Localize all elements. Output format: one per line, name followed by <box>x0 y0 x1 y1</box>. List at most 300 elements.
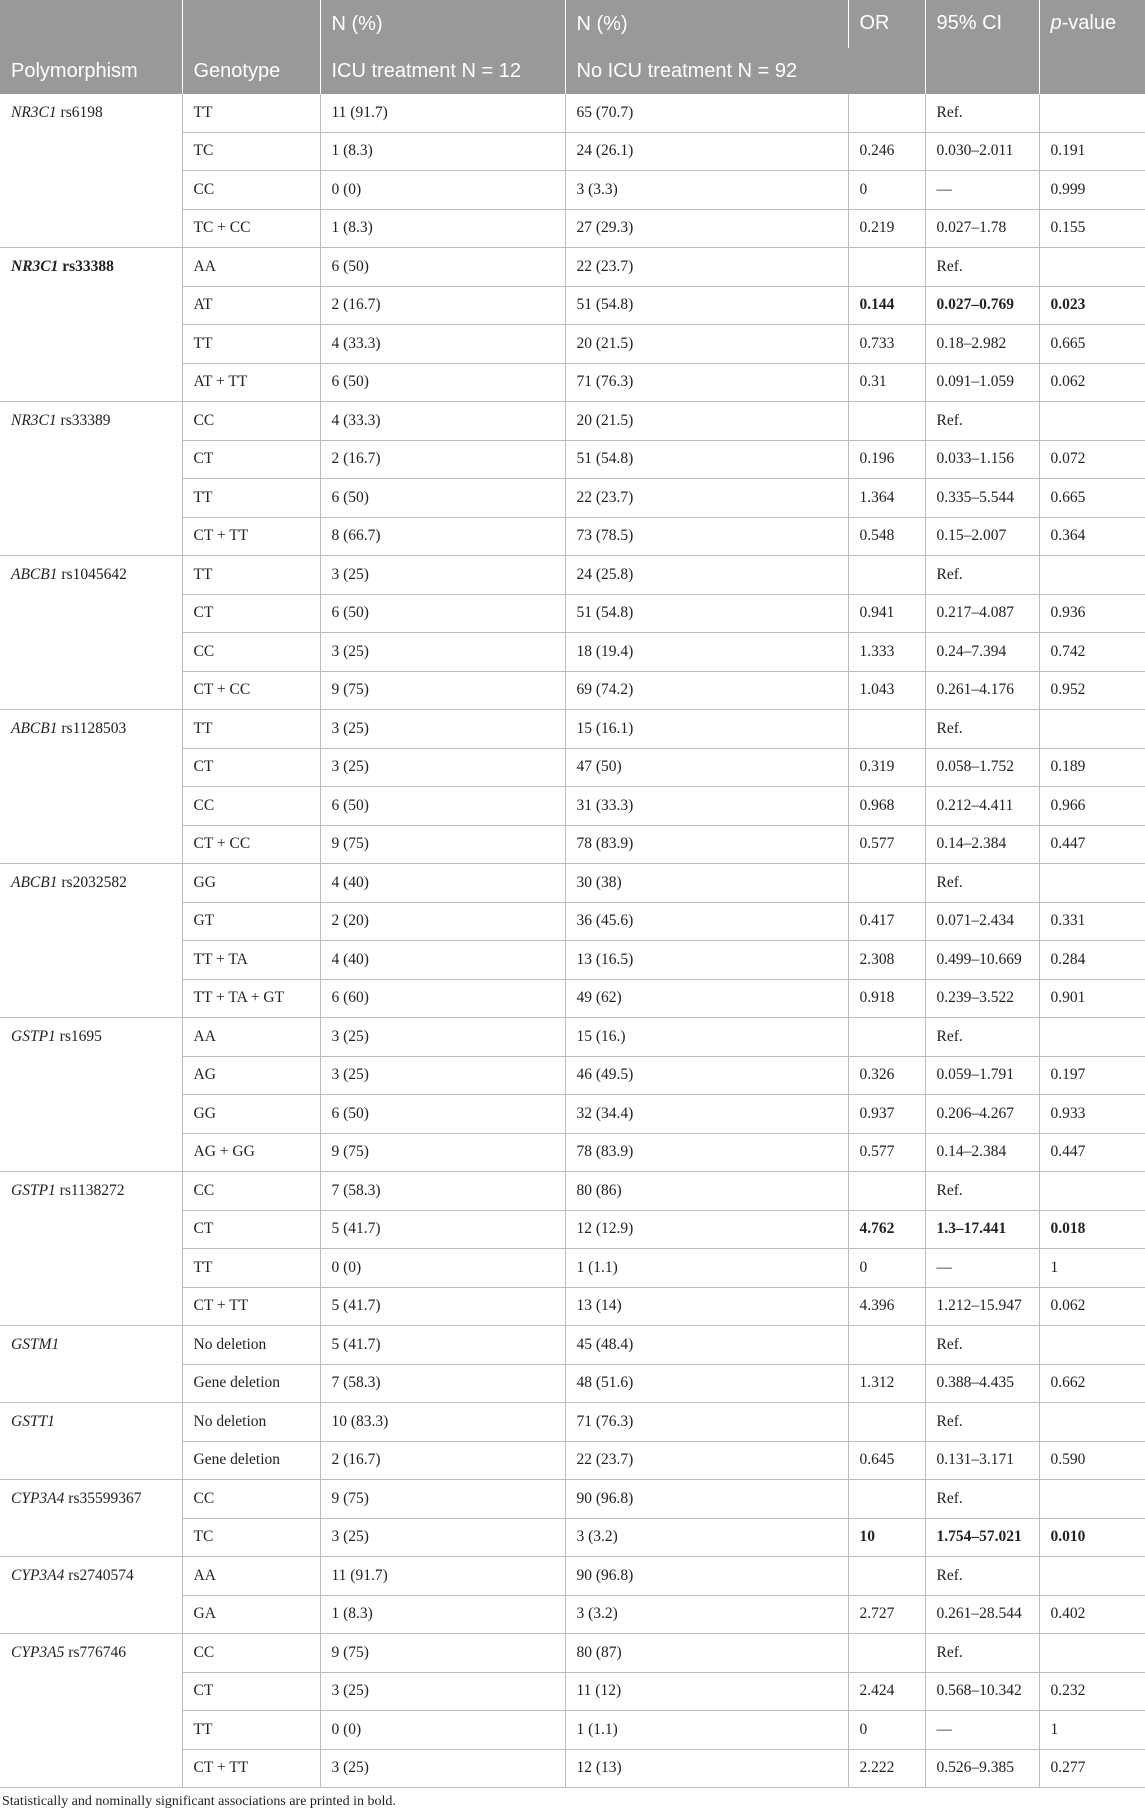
odds-ratio-cell: 0.577 <box>848 825 925 864</box>
odds-ratio-cell <box>848 556 925 595</box>
no-icu-count-cell: 78 (83.9) <box>565 1133 848 1172</box>
gene-name: NR3C1 <box>11 412 57 429</box>
genotype-cell: CT + TT <box>182 1287 320 1326</box>
no-icu-count-cell: 69 (74.2) <box>565 671 848 710</box>
odds-ratio-cell: 0 <box>848 171 925 210</box>
pvalue-cell: 0.447 <box>1039 1133 1145 1172</box>
pvalue-cell: 0.590 <box>1039 1441 1145 1480</box>
pvalue-cell: 0.331 <box>1039 902 1145 941</box>
no-icu-count-cell: 45 (48.4) <box>565 1326 848 1365</box>
odds-ratio-cell <box>848 248 925 287</box>
ci-cell: Ref. <box>925 402 1039 441</box>
table-body <box>0 94 1145 1788</box>
ci-cell: 0.027–0.769 <box>925 286 1039 325</box>
pvalue-cell <box>1039 94 1145 132</box>
ci-cell: 0.24–7.394 <box>925 633 1039 672</box>
gene-name: NR3C1 <box>11 104 57 121</box>
header-n-percent-no-icu: N (%) <box>565 0 848 48</box>
icu-count-cell: 10 (83.3) <box>320 1403 565 1442</box>
odds-ratio-cell: 10 <box>848 1518 925 1557</box>
genotype-cell: TC <box>182 132 320 171</box>
icu-count-cell: 4 (33.3) <box>320 402 565 441</box>
gene-name: GSTP1 <box>11 1028 56 1045</box>
ci-cell: 1.754–57.021 <box>925 1518 1039 1557</box>
ci-cell: Ref. <box>925 248 1039 287</box>
snp-id: rs2032582 <box>57 874 127 891</box>
icu-count-cell: 0 (0) <box>320 1711 565 1750</box>
pvalue-cell <box>1039 402 1145 441</box>
genotype-cell: CT + TT <box>182 517 320 556</box>
pvalue-cell <box>1039 1634 1145 1673</box>
snp-id: rs1045642 <box>57 566 127 583</box>
ci-cell: 0.526–9.385 <box>925 1749 1039 1788</box>
no-icu-count-cell: 71 (76.3) <box>565 1403 848 1442</box>
polymorphism-cell <box>0 1172 182 1326</box>
table-row <box>0 402 1145 441</box>
polymorphism-cell <box>0 94 182 248</box>
ci-cell: Ref. <box>925 1326 1039 1365</box>
genotype-cell: CT <box>182 1210 320 1249</box>
no-icu-count-cell: 47 (50) <box>565 748 848 787</box>
genotype-cell: CC <box>182 402 320 441</box>
ci-cell: Ref. <box>925 1634 1039 1673</box>
no-icu-count-cell: 1 (1.1) <box>565 1711 848 1750</box>
gene-name: NR3C1 <box>11 258 59 275</box>
no-icu-count-cell: 3 (3.3) <box>565 171 848 210</box>
ci-cell: 0.027–1.78 <box>925 209 1039 248</box>
no-icu-count-cell: 1 (1.1) <box>565 1249 848 1288</box>
snp-id: rs1128503 <box>57 720 127 737</box>
no-icu-count-cell: 31 (33.3) <box>565 787 848 826</box>
table-row <box>0 1403 1145 1442</box>
pvalue-cell <box>1039 1326 1145 1365</box>
odds-ratio-cell <box>848 1557 925 1596</box>
ci-cell: Ref. <box>925 556 1039 595</box>
icu-count-cell: 2 (20) <box>320 902 565 941</box>
header-pvalue <box>1039 0 1145 94</box>
icu-count-cell: 2 (16.7) <box>320 1441 565 1480</box>
table-row <box>0 710 1145 749</box>
header-no-icu-treatment: No ICU treatment N = 92 <box>565 48 848 94</box>
odds-ratio-cell: 0.31 <box>848 363 925 402</box>
ci-cell: 0.033–1.156 <box>925 440 1039 479</box>
polymorphism-cell <box>0 1634 182 1788</box>
polymorphism-cell <box>0 1557 182 1634</box>
genotype-cell: TT <box>182 710 320 749</box>
ci-cell: Ref. <box>925 864 1039 903</box>
icu-count-cell: 1 (8.3) <box>320 1595 565 1634</box>
pvalue-cell: 0.155 <box>1039 209 1145 248</box>
pvalue-cell: 0.018 <box>1039 1210 1145 1249</box>
ci-cell: 0.059–1.791 <box>925 1056 1039 1095</box>
odds-ratio-cell: 2.424 <box>848 1672 925 1711</box>
pvalue-cell: 0.665 <box>1039 479 1145 518</box>
polymorphism-cell <box>0 1326 182 1403</box>
odds-ratio-cell: 1.312 <box>848 1364 925 1403</box>
odds-ratio-cell: 4.762 <box>848 1210 925 1249</box>
pvalue-cell: 0.966 <box>1039 787 1145 826</box>
table-row <box>0 1018 1145 1057</box>
no-icu-count-cell: 24 (25.8) <box>565 556 848 595</box>
genotype-cell: TT <box>182 1249 320 1288</box>
header-pvalue-italic: p <box>1050 12 1062 34</box>
no-icu-count-cell: 51 (54.8) <box>565 594 848 633</box>
ci-cell: — <box>925 171 1039 210</box>
genotype-cell: CC <box>182 1480 320 1519</box>
odds-ratio-cell: 0.417 <box>848 902 925 941</box>
icu-count-cell: 6 (50) <box>320 1095 565 1134</box>
pvalue-cell <box>1039 1480 1145 1519</box>
ci-cell: Ref. <box>925 710 1039 749</box>
gene-name: CYP3A4 <box>11 1490 65 1507</box>
icu-count-cell: 5 (41.7) <box>320 1326 565 1365</box>
genotype-cell: TT <box>182 325 320 364</box>
ci-cell: Ref. <box>925 1172 1039 1211</box>
icu-count-cell: 9 (75) <box>320 1133 565 1172</box>
odds-ratio-cell <box>848 1326 925 1365</box>
header-blank-2 <box>182 0 320 48</box>
pvalue-cell: 0.999 <box>1039 171 1145 210</box>
genotype-cell: TT <box>182 94 320 132</box>
table-row <box>0 1557 1145 1596</box>
pvalue-cell: 0.936 <box>1039 594 1145 633</box>
ci-cell: 1.212–15.947 <box>925 1287 1039 1326</box>
genotype-cell: GT <box>182 902 320 941</box>
no-icu-count-cell: 48 (51.6) <box>565 1364 848 1403</box>
odds-ratio-cell <box>848 1403 925 1442</box>
ci-cell: 0.14–2.384 <box>925 825 1039 864</box>
ci-cell: Ref. <box>925 1480 1039 1519</box>
snp-id: rs1695 <box>55 1028 102 1045</box>
header-or: OR <box>848 0 925 94</box>
icu-count-cell: 3 (25) <box>320 556 565 595</box>
pvalue-cell: 1 <box>1039 1711 1145 1750</box>
pvalue-cell: 0.197 <box>1039 1056 1145 1095</box>
gene-name: CYP3A5 <box>11 1644 65 1661</box>
icu-count-cell: 7 (58.3) <box>320 1364 565 1403</box>
icu-count-cell: 3 (25) <box>320 1672 565 1711</box>
no-icu-count-cell: 71 (76.3) <box>565 363 848 402</box>
pvalue-cell: 0.277 <box>1039 1749 1145 1788</box>
pvalue-cell <box>1039 1172 1145 1211</box>
no-icu-count-cell: 32 (34.4) <box>565 1095 848 1134</box>
genotype-cell: CC <box>182 1634 320 1673</box>
odds-ratio-cell: 0.937 <box>848 1095 925 1134</box>
no-icu-count-cell: 78 (83.9) <box>565 825 848 864</box>
no-icu-count-cell: 90 (96.8) <box>565 1557 848 1596</box>
pvalue-cell: 0.933 <box>1039 1095 1145 1134</box>
no-icu-count-cell: 12 (13) <box>565 1749 848 1788</box>
gene-name: ABCB1 <box>11 874 58 891</box>
icu-count-cell: 3 (25) <box>320 710 565 749</box>
no-icu-count-cell: 80 (87) <box>565 1634 848 1673</box>
icu-count-cell: 3 (25) <box>320 1018 565 1057</box>
icu-count-cell: 11 (91.7) <box>320 94 565 132</box>
no-icu-count-cell: 13 (14) <box>565 1287 848 1326</box>
genotype-cell: GG <box>182 864 320 903</box>
polymorphism-cell <box>0 248 182 402</box>
no-icu-count-cell: 11 (12) <box>565 1672 848 1711</box>
pvalue-cell: 0.901 <box>1039 979 1145 1018</box>
pvalue-cell: 0.952 <box>1039 671 1145 710</box>
genotype-cell: AG + GG <box>182 1133 320 1172</box>
table-row <box>0 1480 1145 1519</box>
polymorphism-cell <box>0 1018 182 1172</box>
odds-ratio-cell <box>848 94 925 132</box>
pvalue-cell: 0.062 <box>1039 1287 1145 1326</box>
no-icu-count-cell: 20 (21.5) <box>565 402 848 441</box>
icu-count-cell: 1 (8.3) <box>320 209 565 248</box>
ci-cell: 0.499–10.669 <box>925 941 1039 980</box>
gene-name: GSTT1 <box>11 1413 55 1430</box>
icu-count-cell: 11 (91.7) <box>320 1557 565 1596</box>
genotype-cell: AA <box>182 248 320 287</box>
ci-cell: 0.239–3.522 <box>925 979 1039 1018</box>
genotype-cell: CC <box>182 633 320 672</box>
odds-ratio-cell: 0 <box>848 1711 925 1750</box>
odds-ratio-cell: 0.645 <box>848 1441 925 1480</box>
genotype-cell: CT <box>182 748 320 787</box>
no-icu-count-cell: 22 (23.7) <box>565 1441 848 1480</box>
pvalue-cell <box>1039 1018 1145 1057</box>
odds-ratio-cell: 0.941 <box>848 594 925 633</box>
header-polymorphism: Polymorphism <box>0 48 182 94</box>
genotype-cell: GA <box>182 1595 320 1634</box>
snp-id: rs33389 <box>56 412 111 429</box>
ci-cell: 0.261–4.176 <box>925 671 1039 710</box>
odds-ratio-cell: 0.219 <box>848 209 925 248</box>
footnote: Statistically and nominally significant associations are printed in bold. <box>2 1794 396 1809</box>
gene-name: GSTP1 <box>11 1182 56 1199</box>
pvalue-cell: 0.010 <box>1039 1518 1145 1557</box>
genotype-cell: TC + CC <box>182 209 320 248</box>
pvalue-cell: 1 <box>1039 1249 1145 1288</box>
polymorphism-cell <box>0 1403 182 1480</box>
pvalue-cell: 0.662 <box>1039 1364 1145 1403</box>
icu-count-cell: 5 (41.7) <box>320 1287 565 1326</box>
odds-ratio-cell <box>848 864 925 903</box>
gene-name: GSTM1 <box>11 1336 60 1353</box>
icu-count-cell: 6 (60) <box>320 979 565 1018</box>
icu-count-cell: 3 (25) <box>320 633 565 672</box>
odds-ratio-cell <box>848 402 925 441</box>
odds-ratio-cell: 0.144 <box>848 286 925 325</box>
odds-ratio-cell: 2.222 <box>848 1749 925 1788</box>
table-row <box>0 1172 1145 1211</box>
icu-count-cell: 0 (0) <box>320 1249 565 1288</box>
header-pvalue-rest: -value <box>1061 12 1117 34</box>
table-row <box>0 1634 1145 1673</box>
genotype-cell: GG <box>182 1095 320 1134</box>
icu-count-cell: 3 (25) <box>320 1056 565 1095</box>
genotype-cell: CC <box>182 171 320 210</box>
no-icu-count-cell: 20 (21.5) <box>565 325 848 364</box>
odds-ratio-cell <box>848 1172 925 1211</box>
odds-ratio-cell <box>848 1018 925 1057</box>
ci-cell: 0.388–4.435 <box>925 1364 1039 1403</box>
genotype-cell: CT + TT <box>182 1749 320 1788</box>
pvalue-cell: 0.447 <box>1039 825 1145 864</box>
genotype-cell: CC <box>182 787 320 826</box>
odds-ratio-cell: 0.246 <box>848 132 925 171</box>
genotype-cell: TT <box>182 556 320 595</box>
icu-count-cell: 0 (0) <box>320 171 565 210</box>
odds-ratio-cell: 0 <box>848 1249 925 1288</box>
table-row <box>0 94 1145 132</box>
ci-cell: 0.071–2.434 <box>925 902 1039 941</box>
icu-count-cell: 4 (33.3) <box>320 325 565 364</box>
pvalue-cell: 0.742 <box>1039 633 1145 672</box>
odds-ratio-cell: 1.364 <box>848 479 925 518</box>
no-icu-count-cell: 73 (78.5) <box>565 517 848 556</box>
ci-cell: Ref. <box>925 1403 1039 1442</box>
genotype-cell: CC <box>182 1172 320 1211</box>
no-icu-count-cell: 13 (16.5) <box>565 941 848 980</box>
odds-ratio-cell: 1.043 <box>848 671 925 710</box>
icu-count-cell: 9 (75) <box>320 825 565 864</box>
genotype-cell: CT <box>182 440 320 479</box>
no-icu-count-cell: 80 (86) <box>565 1172 848 1211</box>
header-genotype: Genotype <box>182 48 320 94</box>
pvalue-cell <box>1039 710 1145 749</box>
snp-id: rs2740574 <box>64 1567 134 1584</box>
snp-id: rs33388 <box>58 258 114 275</box>
pvalue-cell: 0.189 <box>1039 748 1145 787</box>
pvalue-cell <box>1039 556 1145 595</box>
ci-cell: — <box>925 1249 1039 1288</box>
icu-count-cell: 3 (25) <box>320 748 565 787</box>
no-icu-count-cell: 90 (96.8) <box>565 1480 848 1519</box>
ci-cell: Ref. <box>925 1018 1039 1057</box>
genotype-cell: TC <box>182 1518 320 1557</box>
genotype-cell: No deletion <box>182 1326 320 1365</box>
ci-cell: 0.206–4.267 <box>925 1095 1039 1134</box>
pvalue-cell: 0.364 <box>1039 517 1145 556</box>
genotype-cell: TT + TA <box>182 941 320 980</box>
pvalue-cell: 0.191 <box>1039 132 1145 171</box>
ci-cell: 0.18–2.982 <box>925 325 1039 364</box>
gene-name: ABCB1 <box>11 720 58 737</box>
no-icu-count-cell: 22 (23.7) <box>565 248 848 287</box>
odds-ratio-cell: 4.396 <box>848 1287 925 1326</box>
pvalue-cell: 0.284 <box>1039 941 1145 980</box>
ci-cell: 0.030–2.011 <box>925 132 1039 171</box>
header-icu-treatment: ICU treatment N = 12 <box>320 48 565 94</box>
no-icu-count-cell: 36 (45.6) <box>565 902 848 941</box>
odds-ratio-cell: 0.577 <box>848 1133 925 1172</box>
ci-cell: 0.131–3.171 <box>925 1441 1039 1480</box>
odds-ratio-cell: 0.326 <box>848 1056 925 1095</box>
genotype-cell: CT <box>182 594 320 633</box>
ci-cell: 0.261–28.544 <box>925 1595 1039 1634</box>
gene-name: CYP3A4 <box>11 1567 65 1584</box>
no-icu-count-cell: 15 (16.1) <box>565 710 848 749</box>
genotype-cell: TT <box>182 1711 320 1750</box>
table-row <box>0 1326 1145 1365</box>
icu-count-cell: 7 (58.3) <box>320 1172 565 1211</box>
ci-cell: 1.3–17.441 <box>925 1210 1039 1249</box>
no-icu-count-cell: 18 (19.4) <box>565 633 848 672</box>
genotype-cell: Gene deletion <box>182 1441 320 1480</box>
header-n-percent-icu: N (%) <box>320 0 565 48</box>
no-icu-count-cell: 24 (26.1) <box>565 132 848 171</box>
gene-name: ABCB1 <box>11 566 58 583</box>
no-icu-count-cell: 65 (70.7) <box>565 94 848 132</box>
snp-id: rs35599367 <box>64 1490 142 1507</box>
no-icu-count-cell: 30 (38) <box>565 864 848 903</box>
genotype-cell: CT + CC <box>182 671 320 710</box>
no-icu-count-cell: 51 (54.8) <box>565 440 848 479</box>
odds-ratio-cell: 2.308 <box>848 941 925 980</box>
genotype-cell: TT <box>182 479 320 518</box>
icu-count-cell: 3 (25) <box>320 1518 565 1557</box>
icu-count-cell: 9 (75) <box>320 1480 565 1519</box>
icu-count-cell: 6 (50) <box>320 363 565 402</box>
polymorphism-cell <box>0 556 182 710</box>
header-row-1 <box>0 0 1145 48</box>
table-row <box>0 556 1145 595</box>
icu-count-cell: 6 (50) <box>320 594 565 633</box>
ci-cell: Ref. <box>925 1557 1039 1596</box>
no-icu-count-cell: 27 (29.3) <box>565 209 848 248</box>
snp-id: rs776746 <box>64 1644 126 1661</box>
no-icu-count-cell: 49 (62) <box>565 979 848 1018</box>
icu-count-cell: 8 (66.7) <box>320 517 565 556</box>
icu-count-cell: 6 (50) <box>320 787 565 826</box>
ci-cell: 0.14–2.384 <box>925 1133 1039 1172</box>
icu-count-cell: 4 (40) <box>320 864 565 903</box>
genotype-cell: No deletion <box>182 1403 320 1442</box>
odds-ratio-cell: 0.918 <box>848 979 925 1018</box>
genotype-cell: CT <box>182 1672 320 1711</box>
ci-cell: 0.091–1.059 <box>925 363 1039 402</box>
icu-count-cell: 2 (16.7) <box>320 440 565 479</box>
icu-count-cell: 3 (25) <box>320 1749 565 1788</box>
polymorphism-cell <box>0 710 182 864</box>
pvalue-cell: 0.232 <box>1039 1672 1145 1711</box>
genotype-cell: AT <box>182 286 320 325</box>
polymorphism-cell <box>0 402 182 556</box>
table-row <box>0 864 1145 903</box>
icu-count-cell: 5 (41.7) <box>320 1210 565 1249</box>
icu-count-cell: 2 (16.7) <box>320 286 565 325</box>
table-row <box>0 248 1145 287</box>
no-icu-count-cell: 3 (3.2) <box>565 1595 848 1634</box>
no-icu-count-cell: 51 (54.8) <box>565 286 848 325</box>
ci-cell: 0.335–5.544 <box>925 479 1039 518</box>
pvalue-cell: 0.062 <box>1039 363 1145 402</box>
ci-cell: 0.568–10.342 <box>925 1672 1039 1711</box>
pvalue-cell <box>1039 248 1145 287</box>
odds-ratio-cell: 0.548 <box>848 517 925 556</box>
genotype-cell: TT + TA + GT <box>182 979 320 1018</box>
genotype-cell: AT + TT <box>182 363 320 402</box>
polymorphism-cell <box>0 864 182 1018</box>
genotype-cell: AG <box>182 1056 320 1095</box>
odds-ratio-cell <box>848 710 925 749</box>
icu-count-cell: 1 (8.3) <box>320 132 565 171</box>
icu-count-cell: 9 (75) <box>320 1634 565 1673</box>
snp-id: rs1138272 <box>55 1182 125 1199</box>
odds-ratio-cell <box>848 1480 925 1519</box>
icu-count-cell: 9 (75) <box>320 671 565 710</box>
odds-ratio-cell: 2.727 <box>848 1595 925 1634</box>
pvalue-cell: 0.023 <box>1039 286 1145 325</box>
pvalue-cell <box>1039 1557 1145 1596</box>
odds-ratio-cell: 0.196 <box>848 440 925 479</box>
ci-cell: 0.212–4.411 <box>925 787 1039 826</box>
no-icu-count-cell: 46 (49.5) <box>565 1056 848 1095</box>
